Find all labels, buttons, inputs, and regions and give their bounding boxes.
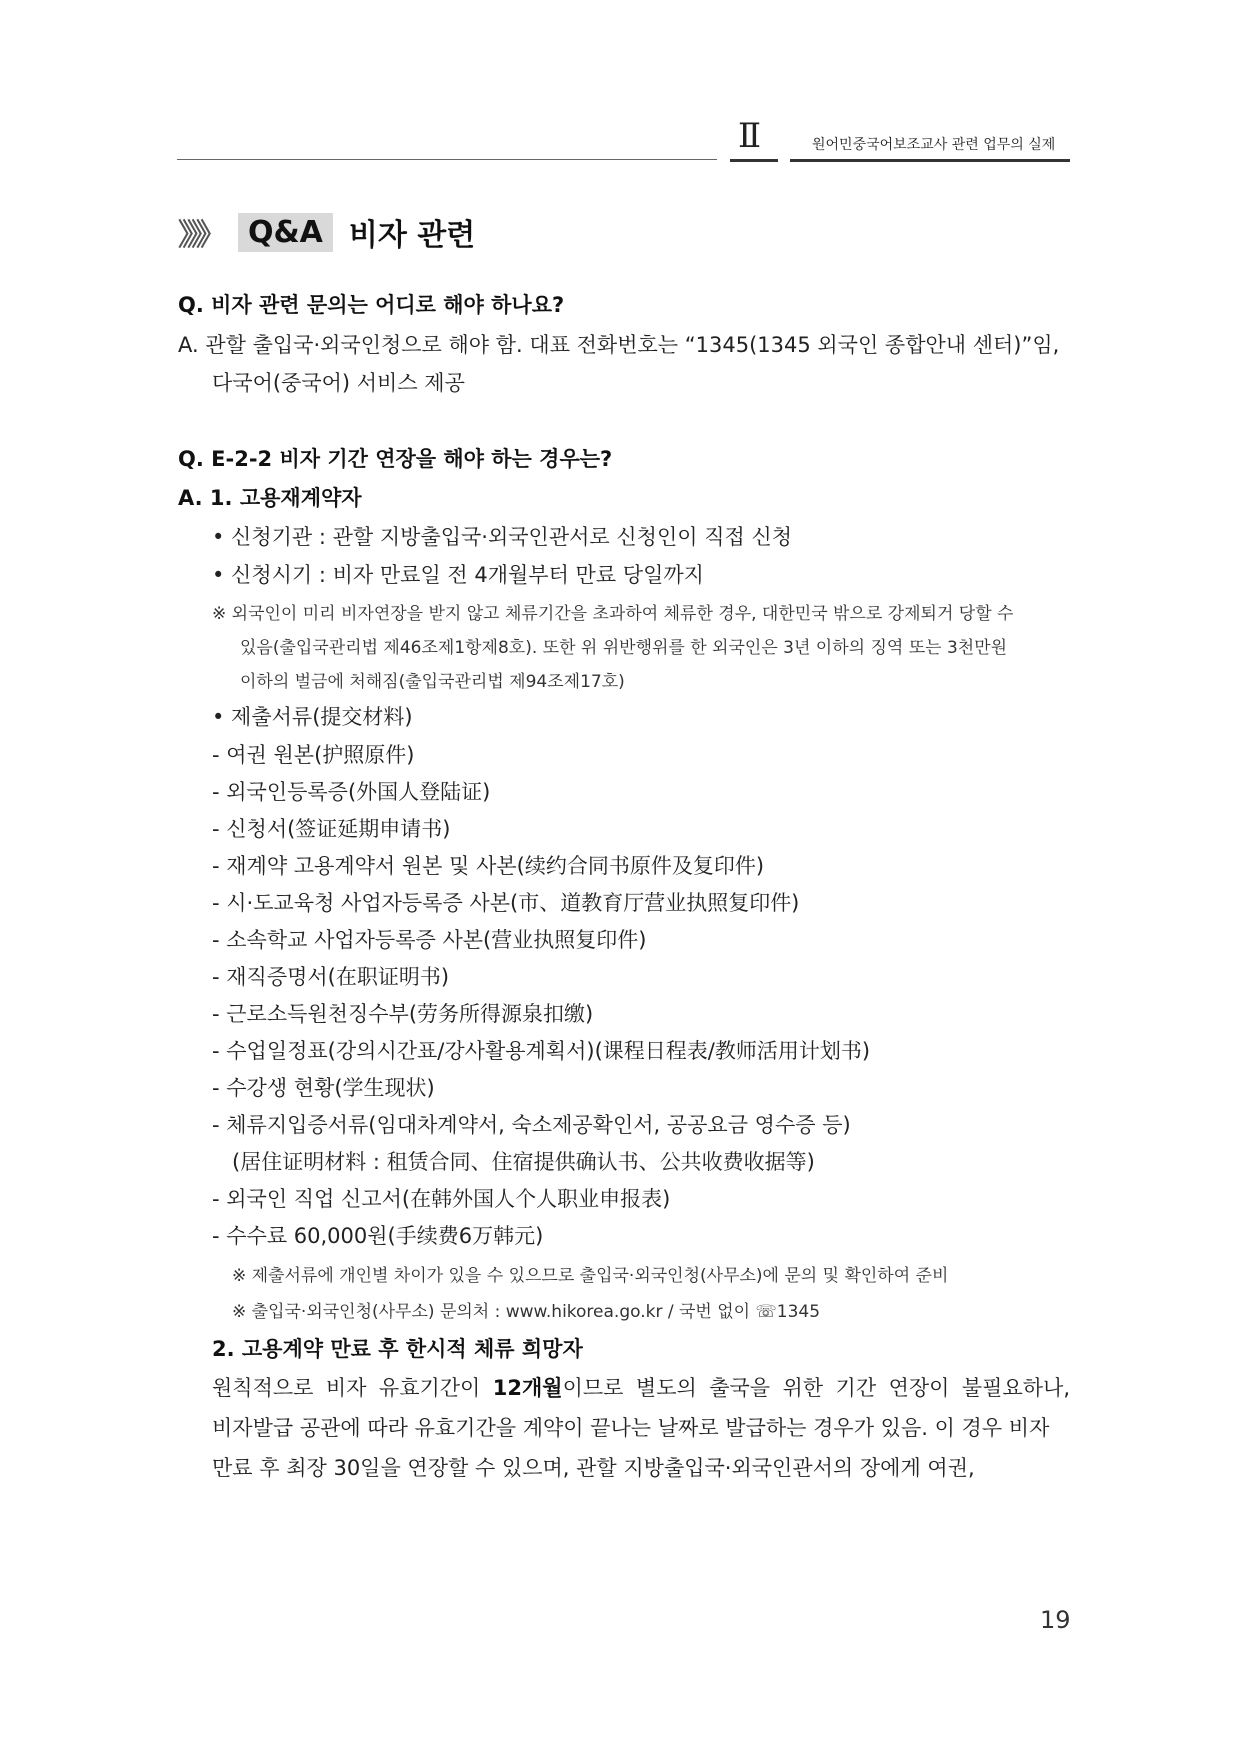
case-2-paragraph-line-1 — [212, 1373, 1070, 1403]
page-number: 19 — [1040, 1606, 1071, 1634]
doc-item: - 여권 원본(护照原件) — [212, 743, 415, 767]
note-1: ※ 제출서류에 개인별 차이가 있을 수 있으므로 출입국·외국인청(사무소)에 문의 및 확인하여 준비 — [232, 1266, 949, 1286]
qa-badge: Q&A — [238, 213, 333, 252]
warning-line-3: 이하의 벌금에 처해짐(출입국관리법 제94조제17호) — [240, 672, 625, 692]
case-2-paragraph-line-2: 비자발급 공관에 따라 유효기간을 계약이 끝나는 날짜로 발급하는 경우가 있음. 이 경우 비자 — [212, 1416, 1050, 1440]
case-2-heading: 2. 고용계약 만료 후 한시적 체류 희망자 — [212, 1337, 583, 1361]
doc-item: - 재직증명서(在职证明书) — [212, 965, 450, 989]
answer-2-heading: A. 1. 고용재계약자 — [178, 486, 362, 510]
bullet-period: • 신청시기 : 비자 만료일 전 4개월부터 만료 당일까지 — [212, 563, 704, 587]
chapter-numeral: Ⅱ — [738, 116, 762, 156]
doc-item: - 수강생 현황(学生现状) — [212, 1076, 435, 1100]
doc-item-continuation: (居住证明材料 : 租赁合同、住宿提供确认书、公共收费收据等) — [232, 1150, 815, 1174]
chevron-icon: 》》》 — [178, 218, 220, 253]
section-title-text: 비자 관련 — [348, 218, 476, 253]
doc-item: - 수수료 60,000원(手续费6万韩元) — [212, 1224, 544, 1248]
doc-item: - 외국인등록증(外国人登陆证) — [212, 780, 491, 804]
case-2-text: 이므로 별도의 출국을 위한 기간 연장이 불필요하나, — [562, 1376, 1070, 1400]
chapter-title: 원어민중국어보조교사 관련 업무의 실제 — [812, 137, 1056, 153]
doc-item: - 체류지입증서류(임대차계약서, 숙소제공확인서, 공공요금 영수증 등) — [212, 1113, 851, 1137]
doc-item: - 외국인 직업 신고서(在韩外国人个人职业申报表) — [212, 1187, 671, 1211]
doc-item: - 근로소득원천징수부(劳务所得源泉扣缴) — [212, 1002, 594, 1026]
section-title — [178, 210, 475, 254]
bullet-docs: • 제출서류(提交材料) — [212, 705, 413, 729]
warning-line-2: 있음(출입국관리법 제46조제1항제8호). 또한 위 위반행위를 한 외국인은 3년 이하의 징역 또는 3천만원 — [240, 638, 1008, 658]
header-rule-right — [790, 159, 1070, 162]
doc-item: - 수업일정표(강의시간표/강사활용계획서)(课程日程表/教师活用计划书) — [212, 1039, 871, 1063]
question-2: Q. E-2-2 비자 기간 연장을 해야 하는 경우는? — [178, 447, 613, 471]
case-2-paragraph-line-3: 만료 후 최장 30일을 연장할 수 있으며, 관할 지방출입국·외국인관서의 장에게 여권, — [212, 1456, 975, 1480]
warning-line-1: ※ 외국인이 미리 비자연장을 받지 않고 체류기간을 초과하여 체류한 경우, 대한민국 밖으로 강제퇴거 당할 수 — [212, 604, 1014, 624]
question-1: Q. 비자 관련 문의는 어디로 해야 하나요? — [178, 293, 565, 317]
answer-1-line-2: 다국어(중국어) 서비스 제공 — [212, 371, 465, 395]
case-2-emphasis: 12개월 — [492, 1376, 563, 1400]
bullet-agency: • 신청기관 : 관할 지방출입국·외국인관서로 신청인이 직접 신청 — [212, 525, 793, 549]
header-rule-left — [177, 159, 717, 160]
case-2-text: 원칙적으로 비자 유효기간이 — [212, 1376, 493, 1400]
note-2: ※ 출입국·외국인청(사무소) 문의처 : www.hikorea.go.kr / 국번 없이 ☏1345 — [232, 1302, 821, 1322]
doc-item: - 재계약 고용계약서 원본 및 사본(续约合同书原件及复印件) — [212, 854, 765, 878]
header-rule-numeral — [730, 159, 778, 162]
doc-item: - 신청서(签证延期申请书) — [212, 817, 451, 841]
doc-item: - 소속학교 사업자등록증 사본(营业执照复印件) — [212, 928, 647, 952]
doc-item: - 시·도교육청 사업자등록증 사본(市、道教育厅营业执照复印件) — [212, 891, 800, 915]
answer-1-line-1: A. 관할 출입국·외국인청으로 해야 함. 대표 전화번호는 “1345(1345 외국인 종합안내 센터)”임, — [178, 333, 1060, 357]
